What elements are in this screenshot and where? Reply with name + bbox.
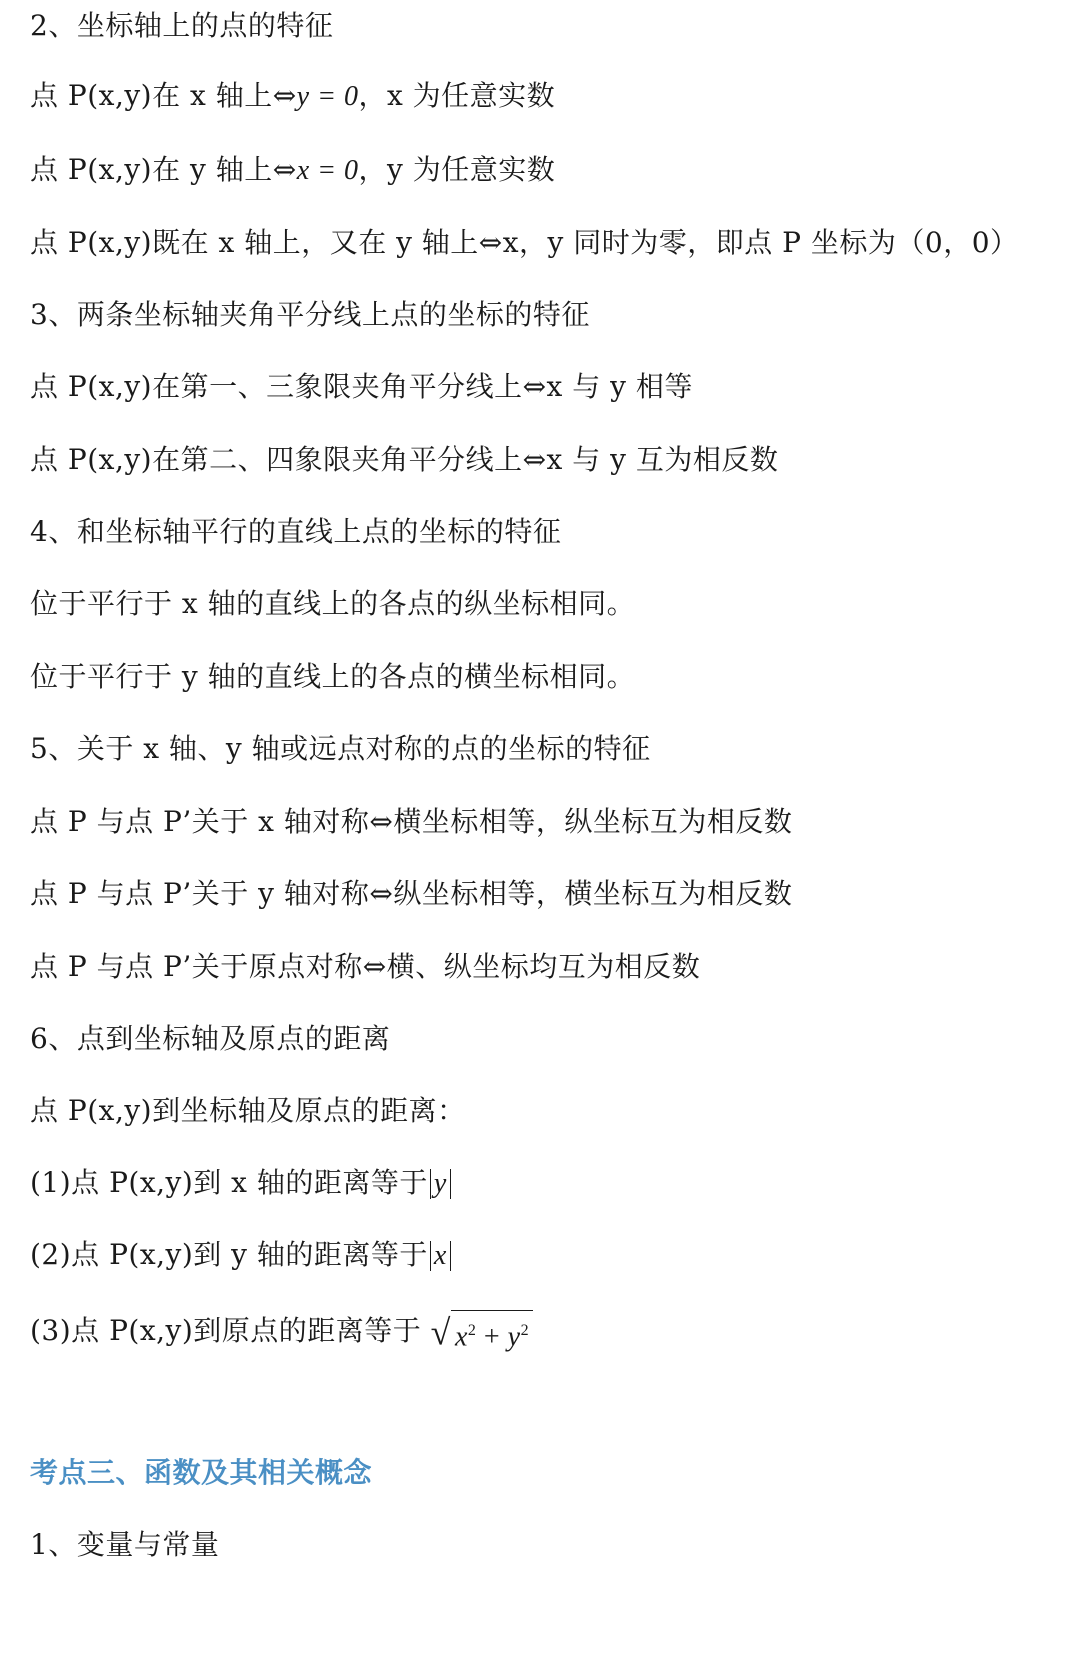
math-x-eq-0: x = 0 [296,155,359,186]
sqrt-radicand [451,1310,533,1355]
rule-bisector-1-3: 点 P(x,y)在第一、三象限夹角平分线上⇔x 与 y 相等 [30,370,693,403]
exponent-y: 2 [520,1322,530,1339]
rule-text: (2)点 P(x,y)到 y 轴的距离等于 [30,1238,428,1271]
rule-parallel-x: 位于平行于 x 轴的直线上的各点的纵坐标相同。 [30,587,636,620]
math-abs-x: x [430,1241,451,1271]
rule-point-on-x-axis [30,78,555,115]
math-abs-y: y [430,1169,451,1199]
plus-sign: + [476,1321,508,1353]
heading-4-parallel-lines: 4、和坐标轴平行的直线上点的坐标的特征 [30,515,562,548]
section-title: 考点三、函数及其相关概念 [30,1456,373,1489]
rule-bisector-2-4: 点 P(x,y)在第二、四象限夹角平分线上⇔x 与 y 互为相反数 [30,443,779,476]
rule-distance-intro: 点 P(x,y)到坐标轴及原点的距离： [30,1094,466,1127]
rule-symmetry-y: 点 P 与点 P’关于 y 轴对称⇔纵坐标相等，横坐标互为相反数 [30,877,793,910]
heading-6-distance: 6、点到坐标轴及原点的距离 [30,1022,391,1055]
radicand-y: y [507,1321,521,1353]
heading-3-bisector: 3、两条坐标轴夹角平分线上点的坐标的特征 [30,298,590,331]
heading-1-variables: 1、变量与常量 [30,1528,220,1561]
rule-parallel-y: 位于平行于 y 轴的直线上的各点的横坐标相同。 [30,660,636,693]
radicand-x: x [454,1321,468,1353]
math-y-eq-0: y = 0 [296,81,359,112]
exponent-x: 2 [467,1322,477,1339]
rule-distance-y-axis [30,1237,451,1273]
rule-text: 点 P(x,y)在 x 轴上⇔ [30,79,297,112]
sqrt-symbol: √ [430,1312,451,1353]
rule-text: (3)点 P(x,y)到原点的距离等于 [30,1314,422,1348]
rule-point-on-both-axes: 点 P(x,y)既在 x 轴上，又在 y 轴上⇔x，y 同时为零，即点 P 坐标为（0，0） [30,226,1019,259]
rule-symmetry-origin: 点 P 与点 P’关于原点对称⇔横、纵坐标均互为相反数 [30,950,701,983]
math-sqrt-expression [431,1310,533,1355]
rule-distance-origin [30,1310,533,1355]
rule-symmetry-x: 点 P 与点 P’关于 x 轴对称⇔横坐标相等，纵坐标互为相反数 [30,805,793,838]
rule-text-tail: ，x 为任意实数 [358,79,556,112]
rule-point-on-y-axis [30,152,555,189]
rule-distance-x-axis [30,1165,451,1201]
rule-text: 点 P(x,y)在 y 轴上⇔ [30,153,297,186]
heading-5-symmetry: 5、关于 x 轴、y 轴或远点对称的点的坐标的特征 [30,732,651,765]
rule-text: (1)点 P(x,y)到 x 轴的距离等于 [30,1166,428,1199]
rule-text-tail: ，y 为任意实数 [358,153,556,186]
heading-2-axis-points: 2、坐标轴上的点的特征 [30,9,334,42]
